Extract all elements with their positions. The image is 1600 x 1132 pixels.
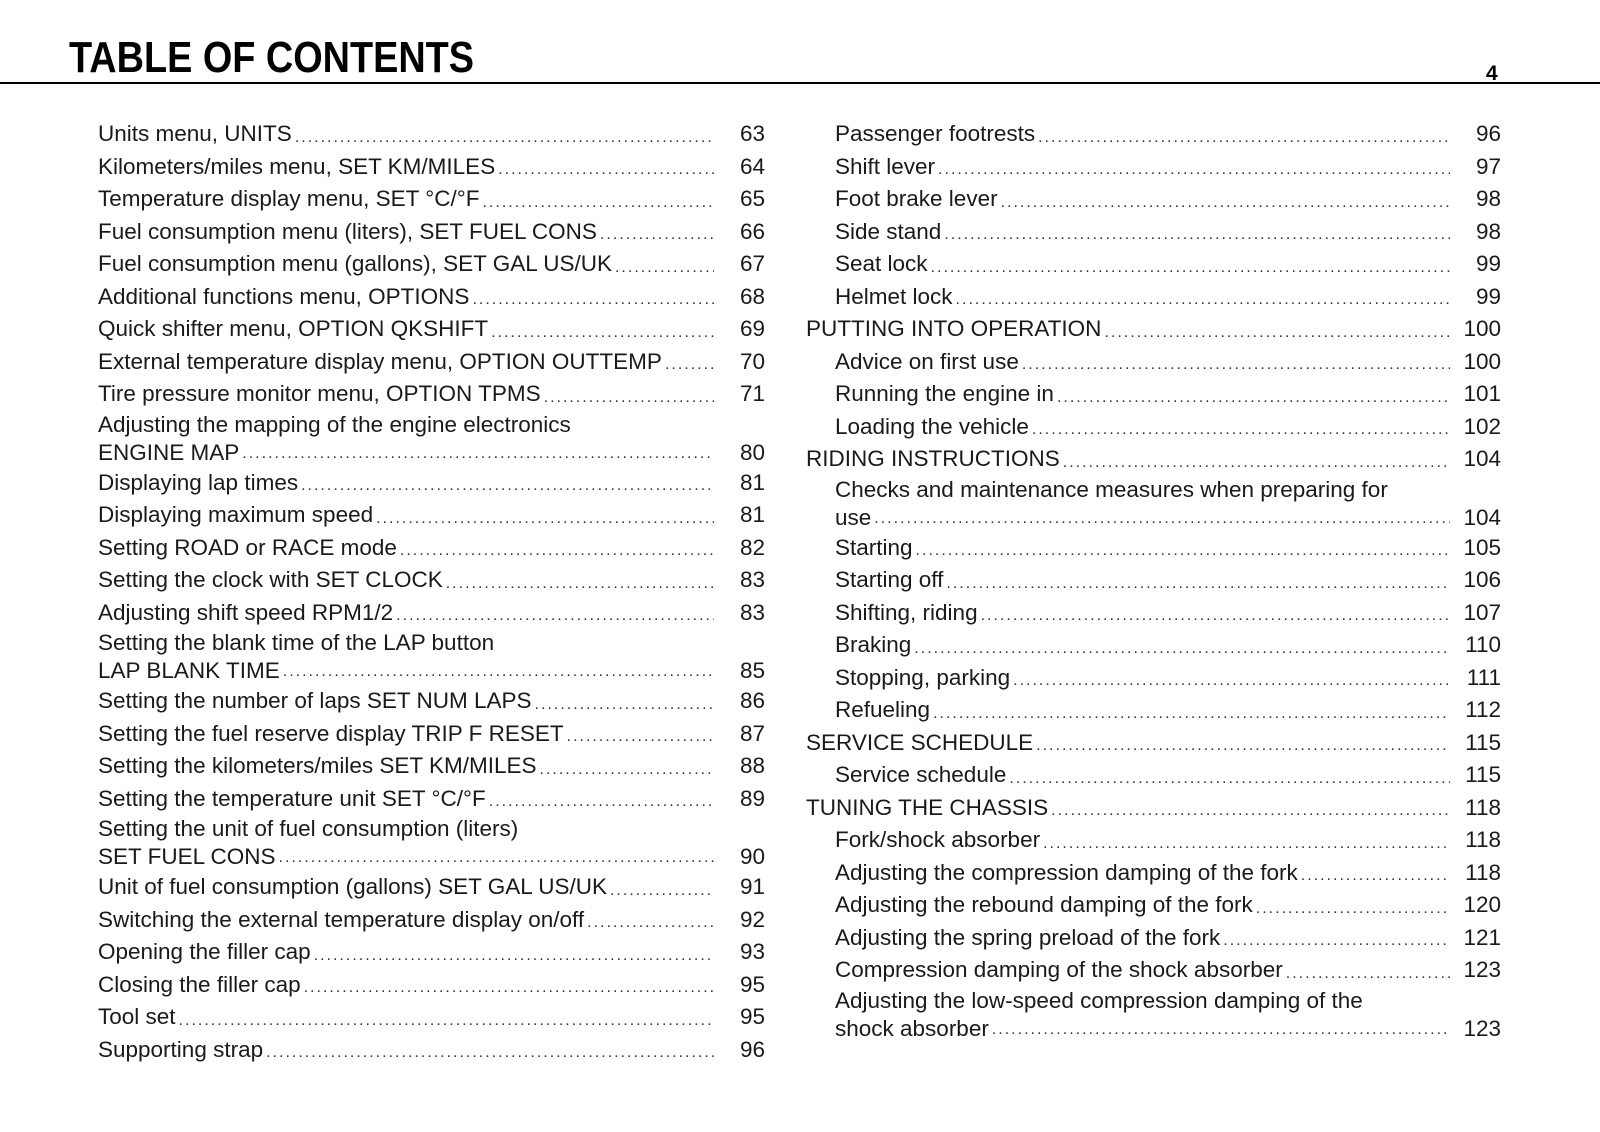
toc-entry-page: 98 [1475,218,1501,244]
toc-entry-title: Switching the external temperature display on/off [98,906,585,932]
toc-right-column [806,118,1501,1043]
toc-entry-page: 95 [739,1004,765,1029]
dot-leader [498,157,714,183]
toc-entry[interactable] [806,792,1501,825]
toc-entry-page: 112 [1465,697,1501,722]
toc-entry-page: 98 [1475,186,1501,211]
toc-entry-page: 89 [739,785,765,811]
toc-entry-row [98,248,765,281]
toc-entry-row [806,597,1501,630]
dot-leader [600,222,714,248]
toc-entry-page: 68 [739,283,765,309]
dot-leader [1223,928,1450,954]
toc-entry-page: 83 [739,567,765,592]
toc-entry-title: Starting off [835,567,944,592]
dot-leader [279,845,714,871]
toc-entry-page: 71 [739,381,765,406]
toc-entry-page: 92 [739,906,765,932]
toc-entry-row [98,1034,765,1067]
toc-entry-title: Setting the temperature unit SET °C/°F [98,785,486,811]
toc-entry-page: 121 [1463,924,1501,950]
dot-leader [916,538,1450,564]
toc-entry-row [98,871,765,904]
toc-entry[interactable] [806,216,1501,249]
toc-entry-row [98,685,765,718]
toc-entry-title: Adjusting the compression damping of the fork [835,859,1298,885]
toc-entry-title: PUTTING INTO OPERATION [806,316,1102,341]
toc-entry-title: Displaying lap times [98,469,299,495]
toc-entry-row [98,936,765,969]
toc-entry[interactable] [98,1034,765,1067]
toc-entry-row [806,248,1501,281]
toc-entry[interactable] [806,532,1501,565]
dot-leader [1001,190,1450,216]
toc-entry[interactable] [806,987,1501,1043]
toc-entry-title: Passenger footrests [835,121,1036,146]
toc-entry-title: Additional functions menu, OPTIONS [98,283,470,309]
toc-entry-row [98,467,765,500]
dot-leader [1286,961,1450,987]
dot-leader [396,603,714,629]
toc-entry-page: 81 [739,469,765,495]
dot-leader [610,878,714,904]
dot-leader [938,157,1450,183]
toc-entry-row [98,750,765,783]
dot-leader [956,287,1450,313]
dot-leader [1032,417,1450,443]
toc-entry-page: 81 [739,502,765,527]
toc-entry[interactable] [806,476,1501,532]
toc-entry-page: 97 [1475,153,1501,179]
toc-entry-row [806,727,1501,760]
toc-entry-page: 83 [739,599,765,625]
toc-entry-page: 85 [739,658,765,683]
toc-entry-title: Fork/shock absorber [835,827,1041,852]
dot-leader [1301,863,1450,889]
toc-entry-row [98,118,765,151]
toc-entry-row [98,151,765,184]
toc-entry-page: 63 [739,121,765,146]
toc-entry-page: 99 [1475,283,1501,309]
dot-leader [1022,352,1450,378]
toc-entry-row [98,1001,765,1034]
toc-entry[interactable] [806,629,1501,662]
toc-entry-row [806,118,1501,151]
toc-entry-title: Setting the number of laps SET NUM LAPS [98,688,532,713]
toc-entry-row [98,656,765,685]
toc-entry[interactable] [98,783,765,816]
dot-leader [992,1017,1450,1043]
toc-entry[interactable] [98,815,765,871]
toc-entry-row [806,889,1501,922]
toc-entry[interactable] [98,313,765,346]
dot-leader [933,701,1450,727]
toc-entry[interactable] [806,889,1501,922]
toc-entry-page: 115 [1465,729,1501,755]
toc-entry[interactable] [98,871,765,904]
toc-entry[interactable] [98,151,765,184]
dot-leader [874,506,1450,532]
toc-entry-title-line: Setting the blank time of the LAP button [98,630,495,655]
toc-entry[interactable] [806,759,1501,792]
dot-leader [944,222,1450,248]
toc-entry-page: 118 [1465,859,1501,885]
page-title: TABLE OF CONTENTS [69,33,475,82]
toc-entry-row [98,532,765,565]
toc-entry-page: 106 [1463,567,1501,592]
toc-entry-title: Fuel consumption menu (liters), SET FUEL CONS [98,218,597,244]
toc-entry-row [98,597,765,630]
toc-entry-title: Setting ROAD or RACE mode [98,534,397,560]
toc-entry-title: Refueling [835,697,931,722]
toc-entry-row [98,842,765,871]
toc-entry-row [806,532,1501,565]
toc-entry-page: 82 [739,534,765,560]
toc-entry-title-line: Adjusting the low-speed compression damping of the [835,987,1363,1013]
toc-entry-page: 90 [739,844,765,869]
toc-entry-title: Units menu, UNITS [98,121,292,146]
dot-leader [179,1008,714,1034]
toc-entry-title: Fuel consumption menu (gallons), SET GAL US/UK [98,251,612,276]
dot-leader [946,571,1450,597]
toc-entry-page: 101 [1463,381,1501,406]
toc-entry-page: 67 [739,251,765,276]
toc-entry-title: External temperature display menu, OPTION OUTTEMP [98,348,662,374]
toc-entry[interactable] [806,151,1501,184]
toc-entry-row [806,411,1501,444]
toc-entry-title: Seat lock [835,251,928,276]
toc-entry[interactable] [806,564,1501,597]
header-rule [0,82,1600,84]
toc-entry-page: 86 [739,688,765,713]
toc-entry[interactable] [806,346,1501,379]
toc-entry-title: Braking [835,632,912,657]
dot-leader [489,789,714,815]
toc-entry-row [806,216,1501,249]
toc-entry-title: Foot brake lever [835,186,998,211]
toc-entry-page: 69 [739,316,765,341]
toc-entry[interactable] [806,694,1501,727]
toc-entry[interactable] [98,597,765,630]
toc-entry-title: ENGINE MAP [98,439,240,465]
toc-entry[interactable] [98,532,765,565]
toc-entry-row [806,281,1501,314]
toc-entry-page: 65 [739,186,765,211]
toc-entry-page: 96 [739,1036,765,1062]
toc-entry[interactable] [98,467,765,500]
toc-entry-page: 100 [1463,348,1501,374]
toc-entry-title: SERVICE SCHEDULE [806,729,1034,755]
toc-entry[interactable] [98,411,765,467]
toc-entry-page: 99 [1475,251,1501,276]
toc-entry-title: Stopping, parking [835,664,1011,690]
dot-leader [931,255,1450,281]
toc-entry-row [806,629,1501,662]
toc-entry-title: Quick shifter menu, OPTION QKSHIFT [98,316,489,341]
toc-entry-page: 105 [1463,534,1501,560]
toc-entry-title: Shifting, riding [835,599,978,625]
toc-entry[interactable] [98,281,765,314]
toc-entry[interactable] [806,597,1501,630]
dot-leader [1036,733,1450,759]
toc-entry-title: Tire pressure monitor menu, OPTION TPMS [98,381,541,406]
dot-leader [491,320,714,346]
dot-leader [535,692,714,718]
toc-entry-row [806,378,1501,411]
toc-entry-row [98,718,765,751]
toc-entry[interactable] [806,378,1501,411]
toc-entry-page: 115 [1465,762,1501,787]
dot-leader [665,352,714,378]
toc-entry-page: 104 [1463,504,1501,530]
toc-entry-title: Setting the clock with SET CLOCK [98,567,443,592]
toc-entry-title: TUNING THE CHASSIS [806,794,1049,820]
toc-entry-title: Setting the fuel reserve display TRIP F RESET [98,720,564,746]
page-number: 4 [1486,62,1498,85]
toc-entry-page: 100 [1463,316,1501,341]
toc-entry-page: 123 [1463,957,1501,982]
toc-entry-row [806,792,1501,825]
toc-entry[interactable] [98,936,765,969]
toc-entry-row [806,857,1501,890]
toc-entry[interactable] [98,216,765,249]
toc-entry-page: 66 [739,218,765,244]
toc-entry-row [98,969,765,1002]
toc-entry-page: 91 [739,874,765,899]
toc-entry-row [806,183,1501,216]
toc-entry-row [98,281,765,314]
toc-entry-page: 64 [739,153,765,179]
dot-leader [1043,831,1450,857]
toc-entry-row [806,313,1501,346]
toc-entry[interactable] [806,183,1501,216]
toc-entry-row [806,503,1501,532]
dot-leader [283,659,714,685]
dot-leader [242,441,714,467]
toc-entry-title: Adjusting the spring preload of the fork [835,924,1221,950]
dot-leader [1009,766,1450,792]
toc-entry-page: 118 [1465,827,1501,852]
dot-leader [376,506,714,532]
dot-leader [301,473,714,499]
toc-entry-title: Running the engine in [835,381,1054,406]
toc-entry-title: Starting [835,534,913,560]
dot-leader [1104,320,1450,346]
toc-entry-page: 87 [739,720,765,746]
toc-entry-row [806,443,1501,476]
toc-entry-title: Service schedule [835,762,1007,787]
dot-leader [540,757,715,783]
toc-entry-title: Advice on first use [835,348,1019,374]
toc-entry-row [806,346,1501,379]
dot-leader [1256,896,1450,922]
toc-left-column [98,118,765,1066]
toc-entry-row [98,564,765,597]
toc-entry-row [98,346,765,379]
dot-leader [567,724,714,750]
toc-entry-row [806,922,1501,955]
toc-entry-title: shock absorber [835,1015,989,1041]
toc-entry-title: Tool set [98,1004,176,1029]
toc-entry-title: SET FUEL CONS [98,844,276,869]
toc-entry[interactable] [98,378,765,411]
dot-leader [295,125,714,151]
toc-entry-title: Opening the filler cap [98,939,311,964]
dot-leader [482,190,714,216]
toc-entry[interactable] [98,685,765,718]
dot-leader [544,385,714,411]
toc-entry-page: 88 [739,753,765,778]
toc-entry-title-line: Adjusting the mapping of the engine electronics [98,411,571,437]
toc-entry[interactable] [98,969,765,1002]
toc-entry-page: 111 [1466,664,1501,690]
toc-entry[interactable] [806,922,1501,955]
toc-entry[interactable] [806,857,1501,890]
toc-entry-page: 120 [1463,892,1501,917]
toc-entry-title: Shift lever [835,153,936,179]
toc-entry-title: LAP BLANK TIME [98,658,280,683]
toc-entry[interactable] [98,750,765,783]
dot-leader [1063,450,1450,476]
dot-leader [266,1040,714,1066]
dot-leader [1057,385,1450,411]
toc-entry[interactable] [806,118,1501,151]
toc-entry[interactable] [98,1001,765,1034]
toc-entry-row [98,378,765,411]
toc-entry-row [806,151,1501,184]
dot-leader [1013,668,1450,694]
toc-entry-page: 93 [739,939,765,964]
toc-entry[interactable] [98,346,765,379]
toc-entry-page: 70 [739,348,765,374]
toc-entry[interactable] [98,118,765,151]
toc-entry-title: Temperature display menu, SET °C/°F [98,186,480,211]
toc-entry[interactable] [98,248,765,281]
toc-entry[interactable] [806,281,1501,314]
toc-entry-title: Loading the vehicle [835,413,1029,439]
toc-entry-title: Kilometers/miles menu, SET KM/MILES [98,153,496,179]
dot-leader [446,571,714,597]
toc-entry-title: Unit of fuel consumption (gallons) SET GAL US/UK [98,874,607,899]
toc-entry[interactable] [806,824,1501,857]
toc-entry-page: 80 [739,439,765,465]
toc-entry-row [806,662,1501,695]
toc-entry-row [98,499,765,532]
toc-entry[interactable] [806,443,1501,476]
toc-entry[interactable] [98,564,765,597]
toc-entry[interactable] [98,904,765,937]
toc-entry-row [98,313,765,346]
toc-entry-row [98,783,765,816]
toc-entry[interactable] [98,183,765,216]
toc-entry-row [98,216,765,249]
dot-leader [314,943,714,969]
toc-entry-row [806,694,1501,727]
dot-leader [615,255,714,281]
toc-entry-title: Closing the filler cap [98,971,301,997]
toc-entry[interactable] [98,629,765,685]
toc-entry[interactable] [806,727,1501,760]
toc-entry-page: 104 [1463,446,1501,471]
toc-entry-title: Adjusting shift speed RPM1/2 [98,599,394,625]
dot-leader [400,538,714,564]
toc-entry-title-line: Setting the unit of fuel consumption (liters) [98,816,519,841]
dot-leader [914,636,1450,662]
toc-entry-row [98,904,765,937]
dot-leader [587,910,714,936]
toc-entry-title: Displaying maximum speed [98,502,374,527]
toc-entry-row [806,954,1501,987]
toc-entry-title-line: Checks and maintenance measures when preparing for [835,476,1388,502]
toc-entry-row [98,183,765,216]
toc-entry-page: 95 [739,971,765,997]
toc-entry-page: 110 [1465,632,1501,657]
toc-entry[interactable] [806,411,1501,444]
toc-entry[interactable] [806,662,1501,695]
toc-entry-title: use [835,504,872,530]
toc-entry-title: Side stand [835,218,942,244]
toc-entry[interactable] [806,248,1501,281]
toc-entry-page: 102 [1463,413,1501,439]
toc-entry-title: Setting the kilometers/miles SET KM/MILES [98,753,537,778]
toc-entry-title: Helmet lock [835,283,953,309]
dot-leader [304,975,714,1001]
toc-entry-page: 123 [1463,1015,1501,1041]
toc-entry-title: RIDING INSTRUCTIONS [806,446,1060,471]
toc-entry-title: Compression damping of the shock absorber [835,957,1283,982]
toc-entry-row [806,564,1501,597]
toc-entry-page: 96 [1475,121,1501,146]
dot-leader [1051,798,1450,824]
toc-entry-row [806,759,1501,792]
dot-leader [981,603,1450,629]
toc-entry[interactable] [98,499,765,532]
dot-leader [472,287,714,313]
toc-entry[interactable] [806,954,1501,987]
dot-leader [1038,125,1450,151]
toc-entry-row [98,438,765,467]
toc-entry-title: Supporting strap [98,1036,264,1062]
toc-entry-row [806,1014,1501,1043]
toc-entry-row [806,824,1501,857]
toc-entry[interactable] [806,313,1501,346]
toc-entry-title: Adjusting the rebound damping of the fork [835,892,1253,917]
toc-entry-page: 118 [1465,794,1501,820]
toc-entry-page: 107 [1463,599,1501,625]
toc-entry[interactable] [98,718,765,751]
